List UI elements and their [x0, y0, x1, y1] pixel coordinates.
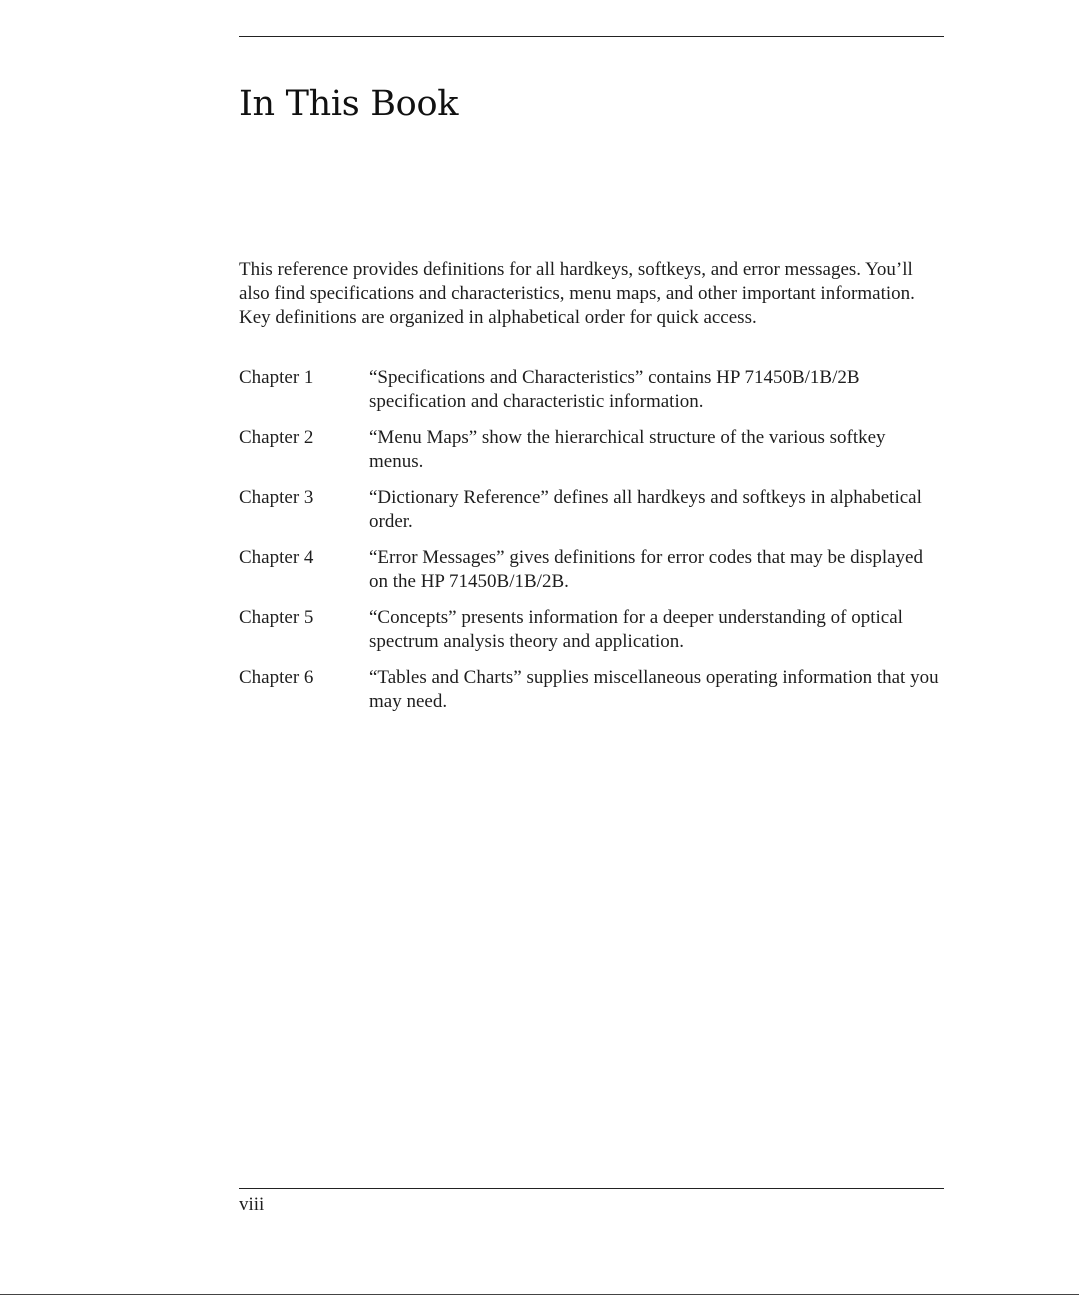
chapter-row-6: [239, 666, 944, 714]
chapter-row-4: [239, 546, 944, 594]
chapter-row-2: [239, 426, 944, 474]
chapter-row-1: [239, 366, 944, 414]
chapter-label: Chapter 5: [239, 607, 314, 628]
page-title: In This Book: [239, 84, 459, 124]
chapter-list: [239, 366, 944, 726]
page-edge-rule: [0, 1294, 1079, 1295]
chapter-label: Chapter 3: [239, 487, 314, 508]
chapter-row-5: [239, 606, 944, 654]
chapter-description: “Error Messages” gives definitions for error codes that may be displayed on the HP 71450B/1B/2B.: [369, 547, 923, 592]
intro-paragraph: This reference provides definitions for all hardkeys, softkeys, and error messages. You’ll also find specifications and characteristics, menu maps, and other important information. Key definitions are organized in alphabetical order for quick access.: [239, 259, 915, 328]
top-rule: [239, 36, 944, 37]
chapter-description: “Tables and Charts” supplies miscellaneous operating information that you may need.: [369, 667, 939, 712]
chapter-description: “Specifications and Characteristics” contains HP 71450B/1B/2B specification and characteristic information.: [369, 367, 860, 412]
chapter-row-3: [239, 486, 944, 534]
chapter-description: “Menu Maps” show the hierarchical structure of the various softkey menus.: [369, 427, 886, 472]
chapter-label: Chapter 4: [239, 547, 314, 568]
chapter-description: “Concepts” presents information for a deeper understanding of optical spectrum analysis theory and application.: [369, 607, 903, 652]
bottom-rule: [239, 1188, 944, 1189]
chapter-label: Chapter 2: [239, 427, 314, 448]
chapter-description: “Dictionary Reference” defines all hardkeys and softkeys in alphabetical order.: [369, 487, 922, 532]
chapter-label: Chapter 6: [239, 667, 314, 688]
page-number: viii: [239, 1194, 265, 1215]
chapter-label: Chapter 1: [239, 367, 314, 388]
